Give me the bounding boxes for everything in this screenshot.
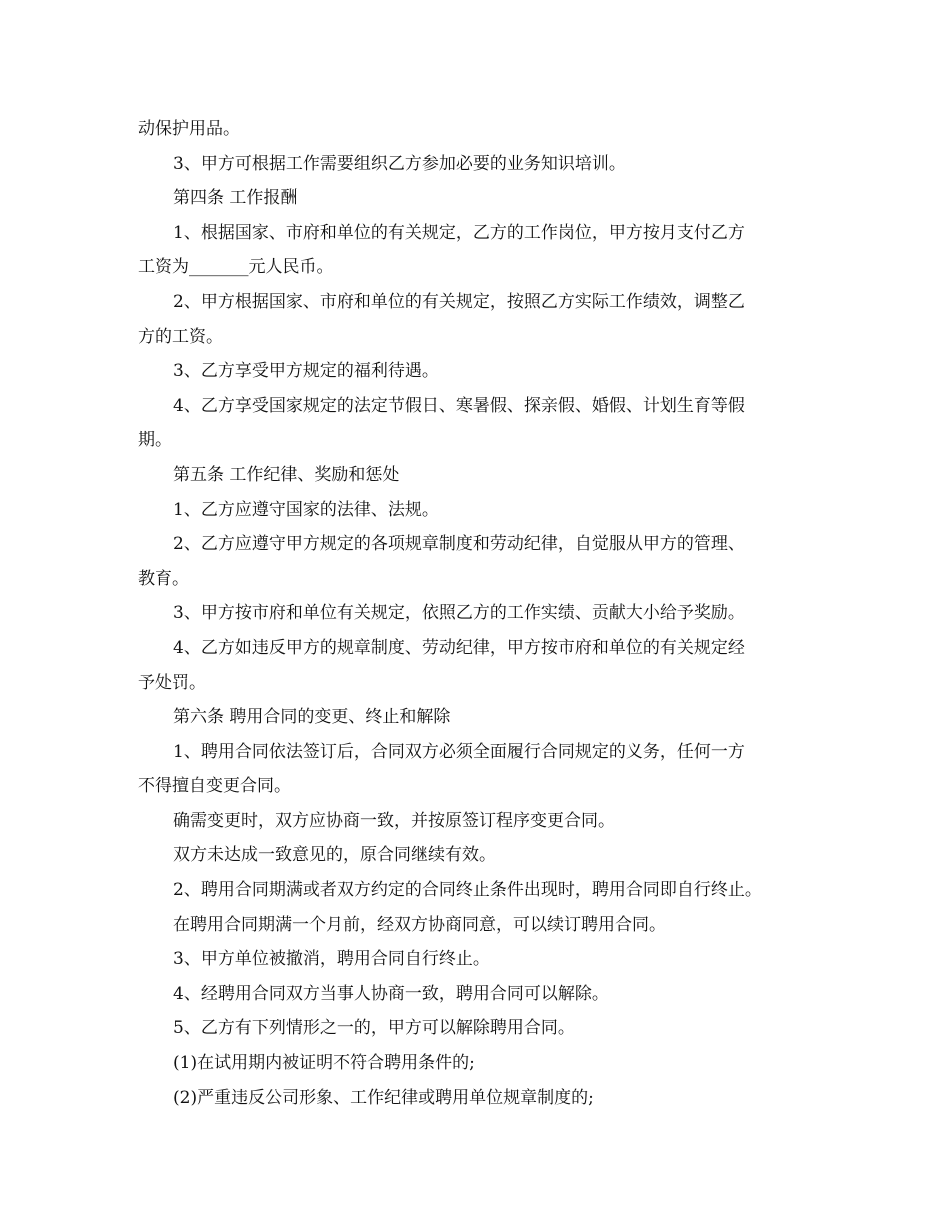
- contract-line: 1、乙方应遵守国家的法律、法规。: [173, 499, 439, 520]
- contract-line: 1、根据国家、市府和单位的有关规定，乙方的工作岗位，甲方按月支付乙方: [173, 222, 745, 243]
- contract-line: 期。: [138, 430, 172, 451]
- contract-line: 4、经聘用合同双方当事人协商一致，聘用合同可以解除。: [173, 983, 609, 1004]
- contract-line: 确需变更时，双方应协商一致，并按原签订程序变更合同。: [173, 810, 615, 831]
- contract-line: 2、乙方应遵守甲方规定的各项规章制度和劳动纪律，自觉服从甲方的管理、: [173, 534, 745, 555]
- contract-text-body: [138, 112, 818, 1115]
- contract-line: 第四条 工作报酬: [173, 188, 298, 209]
- contract-line: 予处罚。: [138, 672, 206, 693]
- contract-line: (1)在试用期内被证明不符合聘用条件的;: [173, 1053, 475, 1074]
- contract-line: 在聘用合同期满一个月前，经双方协商同意，可以续订聘用合同。: [173, 914, 666, 935]
- contract-line: 4、乙方如违反甲方的规章制度、劳动纪律，甲方按市府和单位的有关规定经: [173, 637, 745, 658]
- contract-line: 3、乙方享受甲方规定的福利待遇。: [173, 361, 439, 382]
- contract-line: 第五条 工作纪律、奖励和惩处: [173, 464, 400, 485]
- contract-line: 3、甲方按市府和单位有关规定，依照乙方的工作实绩、贡献大小给予奖励。: [173, 603, 745, 624]
- contract-line: 2、甲方根据国家、市府和单位的有关规定，按照乙方实际工作绩效，调整乙: [173, 291, 745, 312]
- contract-line: 方的工资。: [138, 326, 223, 347]
- contract-line: (2)严重违反公司形象、工作纪律或聘用单位规章制度的;: [173, 1087, 594, 1108]
- contract-line: 2、聘用合同期满或者双方约定的合同终止条件出现时，聘用合同即自行终止。: [173, 880, 762, 901]
- contract-line: 不得擅自变更合同。: [138, 776, 291, 797]
- contract-line: 1、聘用合同依法签订后，合同双方必须全面履行合同规定的义务，任何一方: [173, 741, 745, 762]
- contract-line: 4、乙方享受国家规定的法定节假日、寒暑假、探亲假、婚假、计划生育等假: [173, 395, 745, 416]
- contract-line: 双方未达成一致意见的，原合同继续有效。: [173, 845, 496, 866]
- contract-line: 3、甲方可根据工作需要组织乙方参加必要的业务知识培训。: [173, 153, 626, 174]
- contract-line: 工资为_______元人民币。: [138, 257, 334, 278]
- contract-line: 5、乙方有下列情形之一的，甲方可以解除聘用合同。: [173, 1018, 575, 1039]
- contract-line: 第六条 聘用合同的变更、终止和解除: [173, 707, 451, 728]
- contract-line: 教育。: [138, 568, 189, 589]
- contract-line: 3、甲方单位被撤消，聘用合同自行终止。: [173, 949, 490, 970]
- contract-line: 动保护用品。: [138, 119, 240, 139]
